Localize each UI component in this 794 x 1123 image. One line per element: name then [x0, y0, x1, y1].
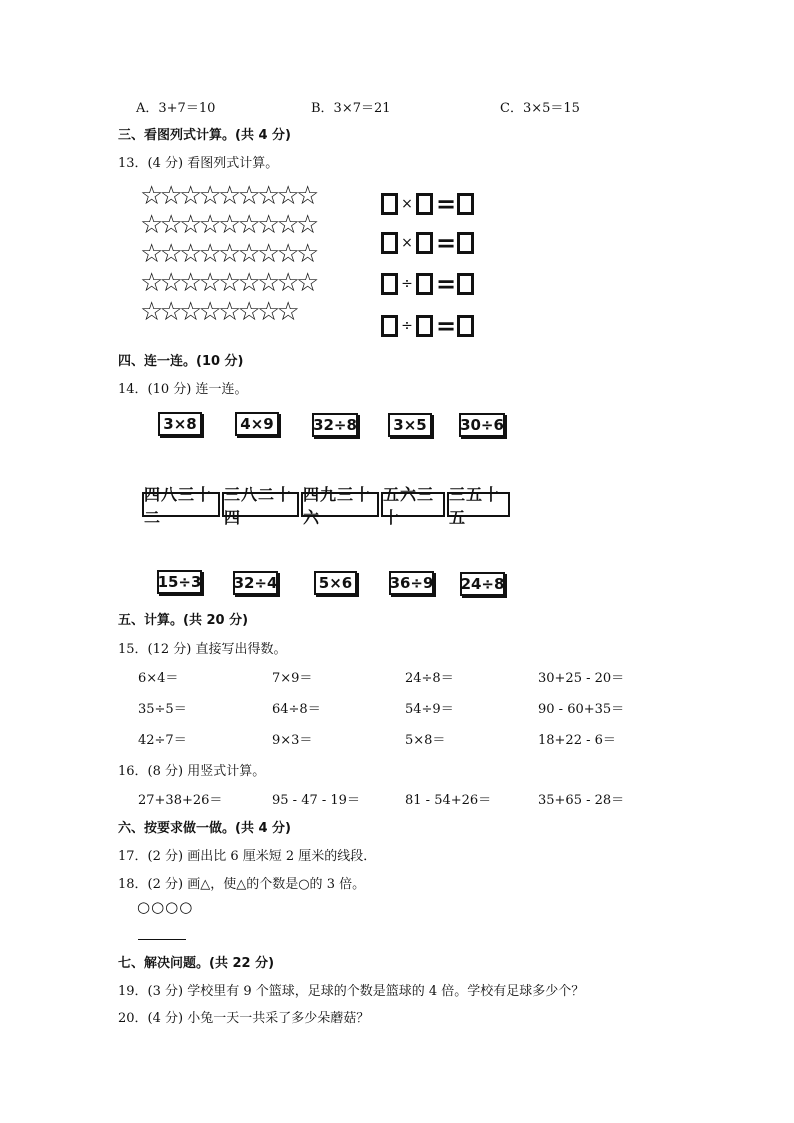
answer-box[interactable]	[416, 273, 433, 295]
question-17: 17．(2 分) 画出比 6 厘米短 2 厘米的线段．	[118, 849, 377, 864]
phrase-card-4[interactable]: 五六三十	[381, 492, 445, 517]
section-6-title: 六、按要求做一做。(共 4 分)	[118, 821, 291, 836]
top-card-3[interactable]: 32÷8	[312, 413, 358, 437]
bottom-card-2[interactable]: 32÷4	[233, 571, 278, 595]
star-icon: ☆	[159, 239, 180, 269]
top-card-4[interactable]: 3×5	[388, 413, 432, 437]
star-icon: ☆	[237, 268, 258, 298]
operator: ÷	[401, 318, 413, 334]
question-19: 19．(3 分) 学校里有 9 个篮球，足球的个数是篮球的 4 倍。学校有足球多少个？	[118, 984, 585, 999]
answer-box[interactable]	[457, 232, 474, 254]
star-icon: ☆	[218, 297, 239, 327]
answer-box[interactable]	[457, 273, 474, 295]
calc-item: 24÷8＝	[405, 671, 454, 686]
calc-item: 5×8＝	[405, 733, 446, 748]
star-row	[140, 240, 320, 269]
question-16: 16．(8 分) 用竖式计算。	[118, 764, 266, 779]
star-icon: ☆	[140, 297, 161, 327]
star-icon: ☆	[140, 181, 161, 211]
equals-sign: =	[436, 190, 457, 218]
top-card-5[interactable]: 30÷6	[459, 413, 505, 437]
answer-box[interactable]	[416, 193, 433, 215]
answer-box[interactable]	[381, 315, 398, 337]
star-icon: ☆	[237, 239, 258, 269]
star-icon: ☆	[198, 297, 219, 327]
operator: ÷	[401, 276, 413, 292]
star-icon: ☆	[257, 239, 278, 269]
bottom-card-1[interactable]: 15÷3	[157, 570, 202, 594]
vertical-calc-item: 35+65 - 28＝	[538, 793, 625, 808]
top-card-1[interactable]: 3×8	[158, 412, 202, 436]
star-icon: ☆	[218, 239, 239, 269]
star-icon: ☆	[159, 268, 180, 298]
star-icon: ☆	[218, 210, 239, 240]
star-icon: ☆	[237, 210, 258, 240]
star-icon: ☆	[276, 210, 297, 240]
star-icon: ☆	[179, 297, 200, 327]
star-icon: ☆	[140, 210, 161, 240]
answer-box[interactable]	[457, 193, 474, 215]
star-icon: ☆	[257, 297, 278, 327]
operator: ×	[401, 196, 413, 212]
star-icon: ☆	[159, 297, 180, 327]
star-icon: ☆	[276, 239, 297, 269]
star-icon: ☆	[198, 210, 219, 240]
star-icon: ☆	[179, 268, 200, 298]
star-icon: ☆	[257, 210, 278, 240]
answer-box[interactable]	[381, 193, 398, 215]
question-13: 13．(4 分) 看图列式计算。	[118, 156, 279, 171]
circle-shapes: ○○○○	[137, 898, 194, 916]
star-icon: ☆	[218, 268, 239, 298]
question-15: 15．(12 分) 直接写出得数。	[118, 642, 287, 657]
star-icon: ☆	[179, 210, 200, 240]
equals-sign: =	[436, 270, 457, 298]
star-icon: ☆	[296, 210, 317, 240]
equation-row	[381, 190, 474, 218]
star-icon: ☆	[237, 297, 258, 327]
star-row	[140, 211, 320, 240]
calc-item: 30+25 - 20＝	[538, 671, 625, 686]
equation-row	[381, 270, 474, 298]
star-icon: ☆	[198, 268, 219, 298]
equals-sign: =	[436, 229, 457, 257]
star-icon: ☆	[276, 297, 297, 327]
star-icon: ☆	[257, 268, 278, 298]
answer-box[interactable]	[416, 232, 433, 254]
star-icon: ☆	[179, 239, 200, 269]
equation-row	[381, 229, 474, 257]
vertical-calc-item: 81 - 54+26＝	[405, 793, 492, 808]
star-icon: ☆	[237, 181, 258, 211]
star-icon: ☆	[296, 181, 317, 211]
bottom-card-5[interactable]: 24÷8	[460, 572, 505, 596]
question-20: 20．(4 分) 小兔一天一共采了多少朵蘑菇？	[118, 1011, 370, 1026]
vertical-calc-item: 95 - 47 - 19＝	[272, 793, 360, 808]
star-icon: ☆	[159, 181, 180, 211]
star-icon: ☆	[296, 239, 317, 269]
equals-sign: =	[436, 312, 457, 340]
star-icon: ☆	[140, 268, 161, 298]
star-icon: ☆	[218, 181, 239, 211]
star-row	[140, 269, 320, 298]
section-7-title: 七、解决问题。(共 22 分)	[118, 956, 275, 971]
phrase-card-5[interactable]: 三五十五	[447, 492, 510, 517]
calc-item: 54÷9＝	[405, 702, 454, 717]
calc-item: 6×4＝	[138, 671, 179, 686]
operator: ×	[401, 235, 413, 251]
equation-row	[381, 312, 474, 340]
star-row	[140, 298, 320, 327]
top-card-2[interactable]: 4×9	[235, 412, 279, 436]
star-grid	[140, 182, 320, 327]
section-3-title: 三、看图列式计算。(共 4 分)	[118, 128, 291, 143]
star-icon: ☆	[140, 239, 161, 269]
option-a: A．3+7＝10	[136, 101, 216, 116]
star-row	[140, 182, 320, 211]
calc-item: 35÷5＝	[138, 702, 187, 717]
answer-box[interactable]	[457, 315, 474, 337]
bottom-card-4[interactable]: 36÷9	[389, 571, 434, 595]
star-icon: ☆	[276, 181, 297, 211]
section-4-title: 四、连一连。(10 分)	[118, 354, 244, 369]
star-icon: ☆	[296, 268, 317, 298]
phrase-card-2[interactable]: 三八二十四	[222, 492, 299, 517]
calc-item: 18+22 - 6＝	[538, 733, 616, 748]
vertical-calc-item: 27+38+26＝	[138, 793, 223, 808]
calc-item: 7×9＝	[272, 671, 313, 686]
section-5-title: 五、计算。(共 20 分)	[118, 613, 249, 628]
answer-box[interactable]	[381, 232, 398, 254]
star-icon: ☆	[159, 210, 180, 240]
option-b: B．3×7＝21	[311, 101, 391, 116]
answer-box[interactable]	[416, 315, 433, 337]
question-18: 18．(2 分) 画△，使△的个数是○的 3 倍。	[118, 877, 366, 892]
star-icon: ☆	[198, 239, 219, 269]
phrase-card-3[interactable]: 四九三十六	[301, 492, 379, 517]
answer-box[interactable]	[381, 273, 398, 295]
star-icon: ☆	[198, 181, 219, 211]
option-c: C．3×5＝15	[500, 101, 580, 116]
bottom-card-3[interactable]: 5×6	[314, 571, 357, 595]
star-icon: ☆	[257, 181, 278, 211]
calc-item: 9×3＝	[272, 733, 313, 748]
phrase-card-1[interactable]: 四八三十二	[142, 492, 220, 517]
question-14: 14．(10 分) 连一连。	[118, 382, 248, 397]
calc-item: 90 - 60+35＝	[538, 702, 625, 717]
star-icon: ☆	[179, 181, 200, 211]
star-icon: ☆	[276, 268, 297, 298]
calc-item: 42÷7＝	[138, 733, 187, 748]
calc-item: 64÷8＝	[272, 702, 321, 717]
answer-line	[138, 939, 186, 940]
